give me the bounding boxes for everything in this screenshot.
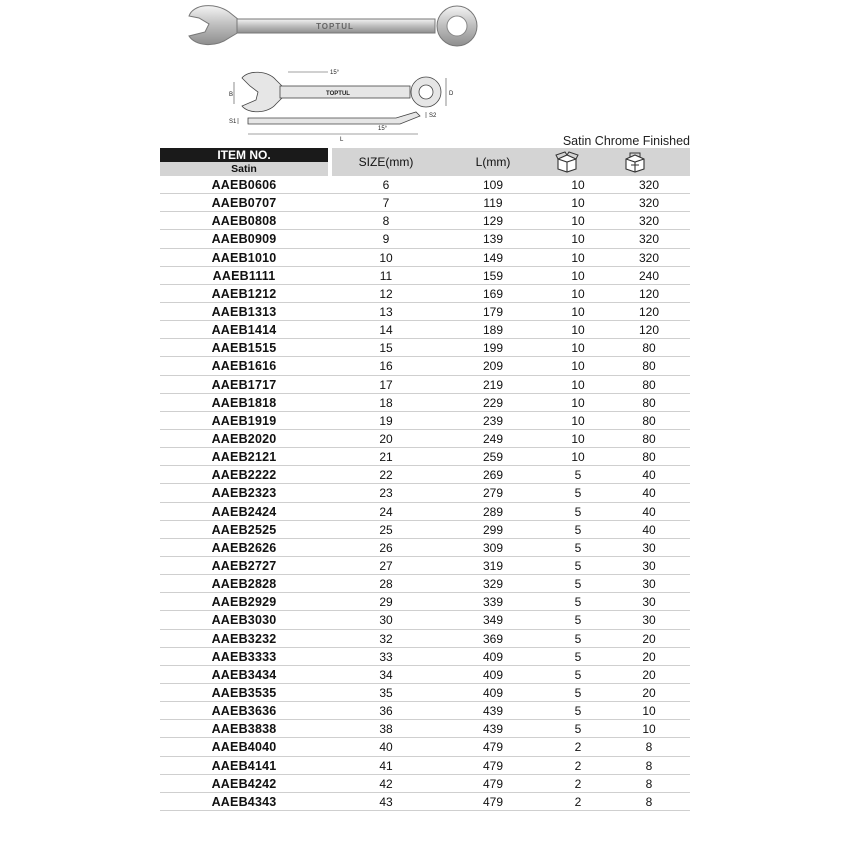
inner-box-qty-cell: 10 <box>571 268 585 283</box>
length-cell: 339 <box>482 595 504 610</box>
carton-qty-cell: 80 <box>642 413 656 428</box>
length-cell: 479 <box>482 758 504 773</box>
length-cell: 369 <box>482 631 504 646</box>
carton-qty-cell: 320 <box>638 232 660 247</box>
length-cell: 219 <box>482 377 504 392</box>
inner-box-qty-cell: 5 <box>574 595 582 610</box>
item-no-cell: AAEB1717 <box>211 377 277 392</box>
item-no-cell: AAEB1313 <box>211 304 277 319</box>
carton-qty-cell: 8 <box>645 740 653 755</box>
table-row <box>160 539 690 557</box>
size-cell: 38 <box>379 722 393 737</box>
length-cell: 319 <box>482 558 504 573</box>
size-cell: 40 <box>379 740 393 755</box>
item-no-cell: AAEB2020 <box>211 431 277 446</box>
item-no-cell: AAEB2424 <box>211 504 277 519</box>
size-cell: 42 <box>379 776 393 791</box>
item-no-cell: AAEB4242 <box>211 776 277 791</box>
item-no-cell: AAEB4040 <box>211 740 277 755</box>
carton-qty-cell: 240 <box>638 268 660 283</box>
table-row <box>160 303 690 321</box>
table-row <box>160 212 690 230</box>
size-cell: 9 <box>382 232 390 247</box>
length-cell: 159 <box>482 268 504 283</box>
length-cell: 249 <box>482 431 504 446</box>
item-no-cell: AAEB3333 <box>211 649 277 664</box>
inner-box-qty-cell: 5 <box>574 631 582 646</box>
item-no-cell: AAEB3030 <box>211 613 277 628</box>
diagram-label-b: B <box>229 92 234 98</box>
length-cell: 239 <box>482 413 504 428</box>
length-cell: 209 <box>482 359 504 374</box>
inner-box-qty-cell: 10 <box>571 286 585 301</box>
table-row <box>160 666 690 684</box>
table-row <box>160 430 690 448</box>
size-cell: 36 <box>379 704 393 719</box>
size-cell: 18 <box>379 395 393 410</box>
carton-qty-cell: 80 <box>642 450 656 465</box>
size-cell: 32 <box>379 631 393 646</box>
finish-label: Satin Chrome Finished <box>562 134 690 148</box>
size-cell: 14 <box>379 323 393 338</box>
length-cell: 229 <box>482 395 504 410</box>
item-no-cell: AAEB3535 <box>211 685 277 700</box>
length-cell: 309 <box>482 540 504 555</box>
photo-brand-text: TOPTUL <box>316 22 354 31</box>
length-cell: 329 <box>482 577 504 592</box>
inner-box-qty-cell: 5 <box>574 486 582 501</box>
table-row <box>160 738 690 756</box>
size-cell: 41 <box>379 758 393 773</box>
table-row <box>160 412 690 430</box>
carton-qty-cell: 320 <box>638 250 660 265</box>
carton-qty-cell: 30 <box>642 613 656 628</box>
length-header: L(mm) <box>475 155 511 169</box>
carton-qty-cell: 80 <box>642 431 656 446</box>
table-row <box>160 557 690 575</box>
item-no-cell: AAEB4141 <box>211 758 277 773</box>
size-cell: 7 <box>382 196 390 211</box>
inner-box-qty-cell: 10 <box>571 377 585 392</box>
table-row <box>160 230 690 248</box>
length-cell: 439 <box>482 722 504 737</box>
item-no-cell: AAEB1616 <box>211 359 277 374</box>
carton-qty-cell: 20 <box>642 685 656 700</box>
carton-qty-cell: 10 <box>642 722 656 737</box>
length-cell: 169 <box>482 286 504 301</box>
size-cell: 25 <box>379 522 393 537</box>
carton-qty-cell: 320 <box>638 196 660 211</box>
size-cell: 21 <box>379 450 393 465</box>
table-row <box>160 630 690 648</box>
inner-box-qty-cell: 10 <box>571 431 585 446</box>
table-row <box>160 466 690 484</box>
size-cell: 34 <box>379 667 393 682</box>
item-no-cell: AAEB1212 <box>211 286 277 301</box>
size-cell: 19 <box>379 413 393 428</box>
carton-qty-cell: 120 <box>638 286 660 301</box>
item-no-cell: AAEB2525 <box>211 522 277 537</box>
size-cell: 29 <box>379 595 393 610</box>
carton-qty-cell: 30 <box>642 595 656 610</box>
item-no-header <box>160 148 328 176</box>
item-no-cell: AAEB3636 <box>211 704 277 719</box>
table-row <box>160 376 690 394</box>
diagram-label-l: L <box>340 137 344 143</box>
table-row <box>160 720 690 738</box>
carton-qty-cell: 30 <box>642 577 656 592</box>
table-row <box>160 702 690 720</box>
carton-qty-cell: 40 <box>642 468 656 483</box>
item-no-cell: AAEB1414 <box>211 323 277 338</box>
item-no-cell: AAEB0606 <box>211 178 277 192</box>
item-no-cell: AAEB1818 <box>211 395 277 410</box>
inner-box-qty-cell: 2 <box>574 740 582 755</box>
inner-box-qty-cell: 5 <box>574 722 582 737</box>
length-cell: 409 <box>482 667 504 682</box>
item-no-cell: AAEB4343 <box>211 794 277 809</box>
inner-box-qty-cell: 2 <box>574 758 582 773</box>
diagram-label-s2: S2 <box>429 113 437 119</box>
size-cell: 27 <box>379 558 393 573</box>
size-cell: 10 <box>379 250 393 265</box>
length-cell: 269 <box>482 468 504 483</box>
length-cell: 299 <box>482 522 504 537</box>
inner-box-qty-cell: 10 <box>571 250 585 265</box>
length-cell: 479 <box>482 776 504 791</box>
item-no-cell: AAEB2727 <box>211 558 277 573</box>
inner-box-qty-cell: 10 <box>571 413 585 428</box>
item-no-cell: AAEB2323 <box>211 486 277 501</box>
inner-box-qty-cell: 10 <box>571 450 585 465</box>
length-cell: 139 <box>482 232 504 247</box>
item-no-cell: AAEB3838 <box>211 722 277 737</box>
item-no-cell: AAEB0808 <box>211 214 277 229</box>
item-no-cell: AAEB2828 <box>211 577 277 592</box>
table-row <box>160 775 690 793</box>
size-cell: 15 <box>379 341 393 356</box>
length-cell: 409 <box>482 649 504 664</box>
inner-box-qty-cell: 5 <box>574 522 582 537</box>
carton-qty-cell: 40 <box>642 486 656 501</box>
wrench-photo <box>185 2 485 50</box>
length-cell: 149 <box>482 250 504 265</box>
inner-box-qty-cell: 5 <box>574 685 582 700</box>
carton-qty-cell: 80 <box>642 395 656 410</box>
size-cell: 8 <box>382 214 390 229</box>
length-cell: 259 <box>482 450 504 465</box>
inner-box-qty-cell: 5 <box>574 540 582 555</box>
diagram-label-d: D <box>449 91 454 97</box>
inner-box-qty-cell: 5 <box>574 577 582 592</box>
table-row <box>160 648 690 666</box>
diagram-angle-top: 15° <box>330 70 340 76</box>
carton-qty-cell: 8 <box>645 776 653 791</box>
table-header <box>160 148 690 176</box>
table-row <box>160 757 690 775</box>
carton-qty-cell: 10 <box>642 704 656 719</box>
table-row <box>160 194 690 212</box>
table-row <box>160 357 690 375</box>
carton-qty-cell: 20 <box>642 631 656 646</box>
length-cell: 129 <box>482 214 504 229</box>
carton-qty-cell: 80 <box>642 359 656 374</box>
carton-qty-cell: 40 <box>642 504 656 519</box>
header-columns <box>332 148 690 176</box>
length-cell: 119 <box>483 196 503 211</box>
length-cell: 189 <box>482 323 504 338</box>
diagram-angle-bottom: 15° <box>378 126 388 132</box>
table-row <box>160 684 690 702</box>
table-row <box>160 267 690 285</box>
inner-box-qty-cell: 10 <box>571 304 585 319</box>
table-row <box>160 448 690 466</box>
item-no-cell: AAEB1111 <box>212 268 276 283</box>
size-cell: 23 <box>379 486 393 501</box>
item-no-cell: AAEB3232 <box>211 631 277 646</box>
item-no-label: ITEM NO. <box>160 148 328 162</box>
carton-qty-cell: 8 <box>645 758 653 773</box>
item-no-cell: AAEB1010 <box>211 250 277 265</box>
item-no-cell: AAEB2222 <box>211 468 277 483</box>
table-row <box>160 575 690 593</box>
length-cell: 479 <box>482 740 504 755</box>
item-no-cell: AAEB0707 <box>211 196 277 211</box>
size-cell: 11 <box>379 268 393 283</box>
length-cell: 279 <box>482 486 504 501</box>
item-no-cell: AAEB2626 <box>211 540 277 555</box>
size-header: SIZE(mm) <box>358 155 414 169</box>
length-cell: 439 <box>482 704 504 719</box>
diagram-label-s1: S1 <box>229 119 237 125</box>
table-row <box>160 249 690 267</box>
inner-box-qty-cell: 5 <box>574 558 582 573</box>
length-cell: 179 <box>482 304 504 319</box>
table-row <box>160 611 690 629</box>
size-cell: 30 <box>379 613 393 628</box>
inner-box-qty-cell: 5 <box>574 649 582 664</box>
carton-qty-cell: 80 <box>642 377 656 392</box>
length-cell: 479 <box>482 794 504 809</box>
spec-table <box>160 148 690 809</box>
inner-box-qty-cell: 10 <box>571 178 585 192</box>
inner-box-qty-cell: 5 <box>574 667 582 682</box>
table-row <box>160 593 690 611</box>
inner-box-qty-cell: 10 <box>571 323 585 338</box>
item-no-cell: AAEB0909 <box>211 232 277 247</box>
table-row <box>160 521 690 539</box>
inner-box-qty-cell: 2 <box>574 776 582 791</box>
carton-qty-cell: 20 <box>642 649 656 664</box>
carton-qty-cell: 30 <box>642 558 656 573</box>
table-row <box>160 321 690 339</box>
item-finish-label: Satin <box>160 162 328 176</box>
table-body <box>160 176 690 811</box>
size-cell: 28 <box>379 577 393 592</box>
inner-box-qty-cell: 2 <box>574 794 582 809</box>
size-cell: 12 <box>379 286 393 301</box>
carton-qty-cell: 80 <box>642 341 656 356</box>
wrench-dimension-diagram <box>228 68 458 144</box>
carton-qty-cell: 8 <box>645 794 653 809</box>
length-cell: 349 <box>482 613 504 628</box>
carton-qty-cell: 40 <box>642 522 656 537</box>
size-cell: 22 <box>379 468 393 483</box>
inner-box-qty-cell: 10 <box>571 196 585 211</box>
size-cell: 33 <box>379 649 393 664</box>
carton-qty-cell: 120 <box>638 304 660 319</box>
table-row <box>160 484 690 502</box>
item-no-cell: AAEB2121 <box>211 450 277 465</box>
inner-box-qty-cell: 5 <box>574 613 582 628</box>
length-cell: 409 <box>482 685 504 700</box>
item-no-cell: AAEB2929 <box>211 595 277 610</box>
item-no-cell: AAEB1919 <box>211 413 277 428</box>
carton-qty-cell: 20 <box>642 667 656 682</box>
table-row <box>160 793 690 811</box>
size-cell: 35 <box>379 685 393 700</box>
table-row <box>160 176 690 194</box>
inner-box-qty-cell: 5 <box>574 504 582 519</box>
size-cell: 17 <box>379 377 393 392</box>
item-no-cell: AAEB3434 <box>211 667 277 682</box>
table-row <box>160 394 690 412</box>
inner-box-qty-cell: 5 <box>574 468 582 483</box>
carton-qty-cell: 30 <box>642 540 656 555</box>
table-row <box>160 339 690 357</box>
diagram-brand: TOPTUL <box>326 91 350 97</box>
size-cell: 6 <box>382 178 390 192</box>
item-no-cell: AAEB1515 <box>211 341 277 356</box>
inner-box-qty-cell: 10 <box>571 395 585 410</box>
length-cell: 199 <box>482 341 504 356</box>
inner-box-qty-cell: 10 <box>571 359 585 374</box>
inner-box-qty-cell: 10 <box>571 341 585 356</box>
inner-box-icon <box>555 151 579 173</box>
size-cell: 24 <box>379 504 393 519</box>
inner-box-qty-cell: 10 <box>571 214 585 229</box>
size-cell: 20 <box>379 431 393 446</box>
length-cell: 109 <box>482 178 504 192</box>
table-row <box>160 285 690 303</box>
carton-qty-cell: 320 <box>638 214 660 229</box>
length-cell: 289 <box>482 504 504 519</box>
size-cell: 43 <box>379 794 393 809</box>
size-cell: 13 <box>379 304 393 319</box>
inner-box-qty-cell: 5 <box>574 704 582 719</box>
inner-box-qty-cell: 10 <box>571 232 585 247</box>
carton-icon <box>623 151 647 173</box>
carton-qty-cell: 320 <box>638 178 660 192</box>
size-cell: 26 <box>379 540 393 555</box>
size-cell: 16 <box>379 359 393 374</box>
carton-qty-cell: 120 <box>638 323 660 338</box>
table-row <box>160 503 690 521</box>
